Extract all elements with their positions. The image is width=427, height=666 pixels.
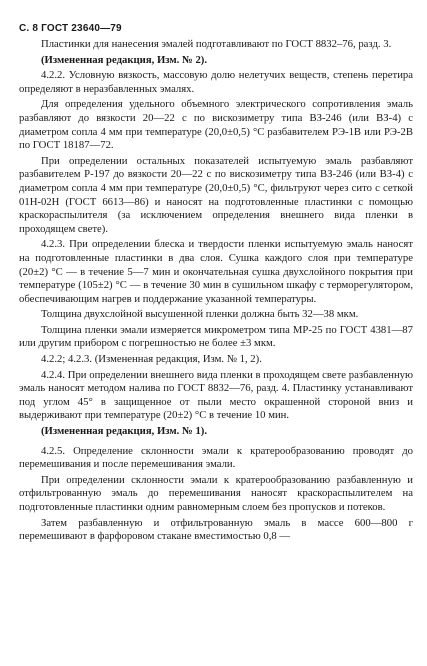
paragraph: При определении остальных показателей испытуемую эмаль разбавляют разбавителем Р-197 до вязкости 20—22 с по вискозиметру типа ВЗ-246 (или ВЗ-4) с диаметром сопла 4 мм при температуре (20,0±0,5) °С, фильтруют через сито с сеткой 01Н-02Н (ГОСТ 6613—86) и наносят на подготовленные пластинки с помощью краскораспылителя (за исключением определения внешнего вида пленки в проходящем свете). bbox=[19, 154, 413, 235]
paragraph: При определении склонности эмали к кратерообразованию разбавленную и отфильтрованную эмаль до перемешивания наносят краскораспылителем на подготовленные пластинки одним равномерным слоем без пропусков и потеков. bbox=[19, 473, 413, 513]
amendment-note-combined: 4.2.2; 4.2.3. (Измененная редакция, Изм. № 1, 2). bbox=[41, 353, 262, 366]
paragraph: Пластинки для нанесения эмалей подготавливают по ГОСТ 8832–76, разд. 3. bbox=[41, 38, 392, 50]
paragraph: Для определения удельного объемного электрического сопротивления эмаль разбавляют до вязкости 20—22 с по вискозиметру типа ВЗ-246 (или ВЗ-4) с диаметром сопла 4 мм при температуре (20,0±0,5) °С разбавителем РЭ-1В или РЭ-2В по ГОСТ 18187—72. bbox=[19, 98, 413, 152]
paragraph: 4.2.3. При определении блеска и твердости пленки испытуемую эмаль наносят на подготовленные пластинки в два слоя. Сушка каждого слоя при температуре (20±2) °С — в течение 5—7 мин и окончательная сушка двухслойного покрытия при температуре (105±2) °С — в течение 30 мин в сушильном шкафу с терморегулятором, обеспечивающим нагрев и поддержание указанной температуры. bbox=[19, 238, 413, 305]
paragraph: 4.2.2. Условную вязкость, массовую долю нелетучих веществ, степень перетира определяют в неразбавленных эмалях. bbox=[19, 69, 413, 95]
paragraph: 4.2.4. При определении внешнего вида пленки в проходящем свете разбавленную эмаль наносят методом налива по ГОСТ 8832—76, разд. 4. Пластинку устанавливают под углом 45° в защищенное от пыли место окрашенной стороной вниз и выдерживают при температуре (20±2) °С в течение 10 мин. bbox=[19, 368, 413, 422]
paragraph: Толщина пленки эмали измеряется микрометром типа МР-25 по ГОСТ 4381—87 или другим прибором с погрешностью не более ±3 мкм. bbox=[19, 323, 413, 350]
page-header: С. 8 ГОСТ 23640—79 bbox=[19, 23, 122, 34]
paragraph: Затем разбавленную и отфильтрованную эмаль в массе 600—800 г перемешивают в фарфоровом стакане вместимостью 0,8 — bbox=[19, 516, 413, 543]
amendment-note: (Измененная редакция, Изм. № 1). bbox=[41, 425, 208, 438]
amendment-note: (Измененная редакция, Изм. № 2). bbox=[41, 53, 208, 66]
paragraph: Толщина двухслойной высушенной пленки должна быть 32—38 мкм. bbox=[41, 308, 359, 321]
document-body bbox=[19, 38, 413, 546]
paragraph: 4.2.5. Определение склонности эмали к кратерообразованию проводят до перемешивания и после перемешивания эмали. bbox=[19, 444, 413, 471]
